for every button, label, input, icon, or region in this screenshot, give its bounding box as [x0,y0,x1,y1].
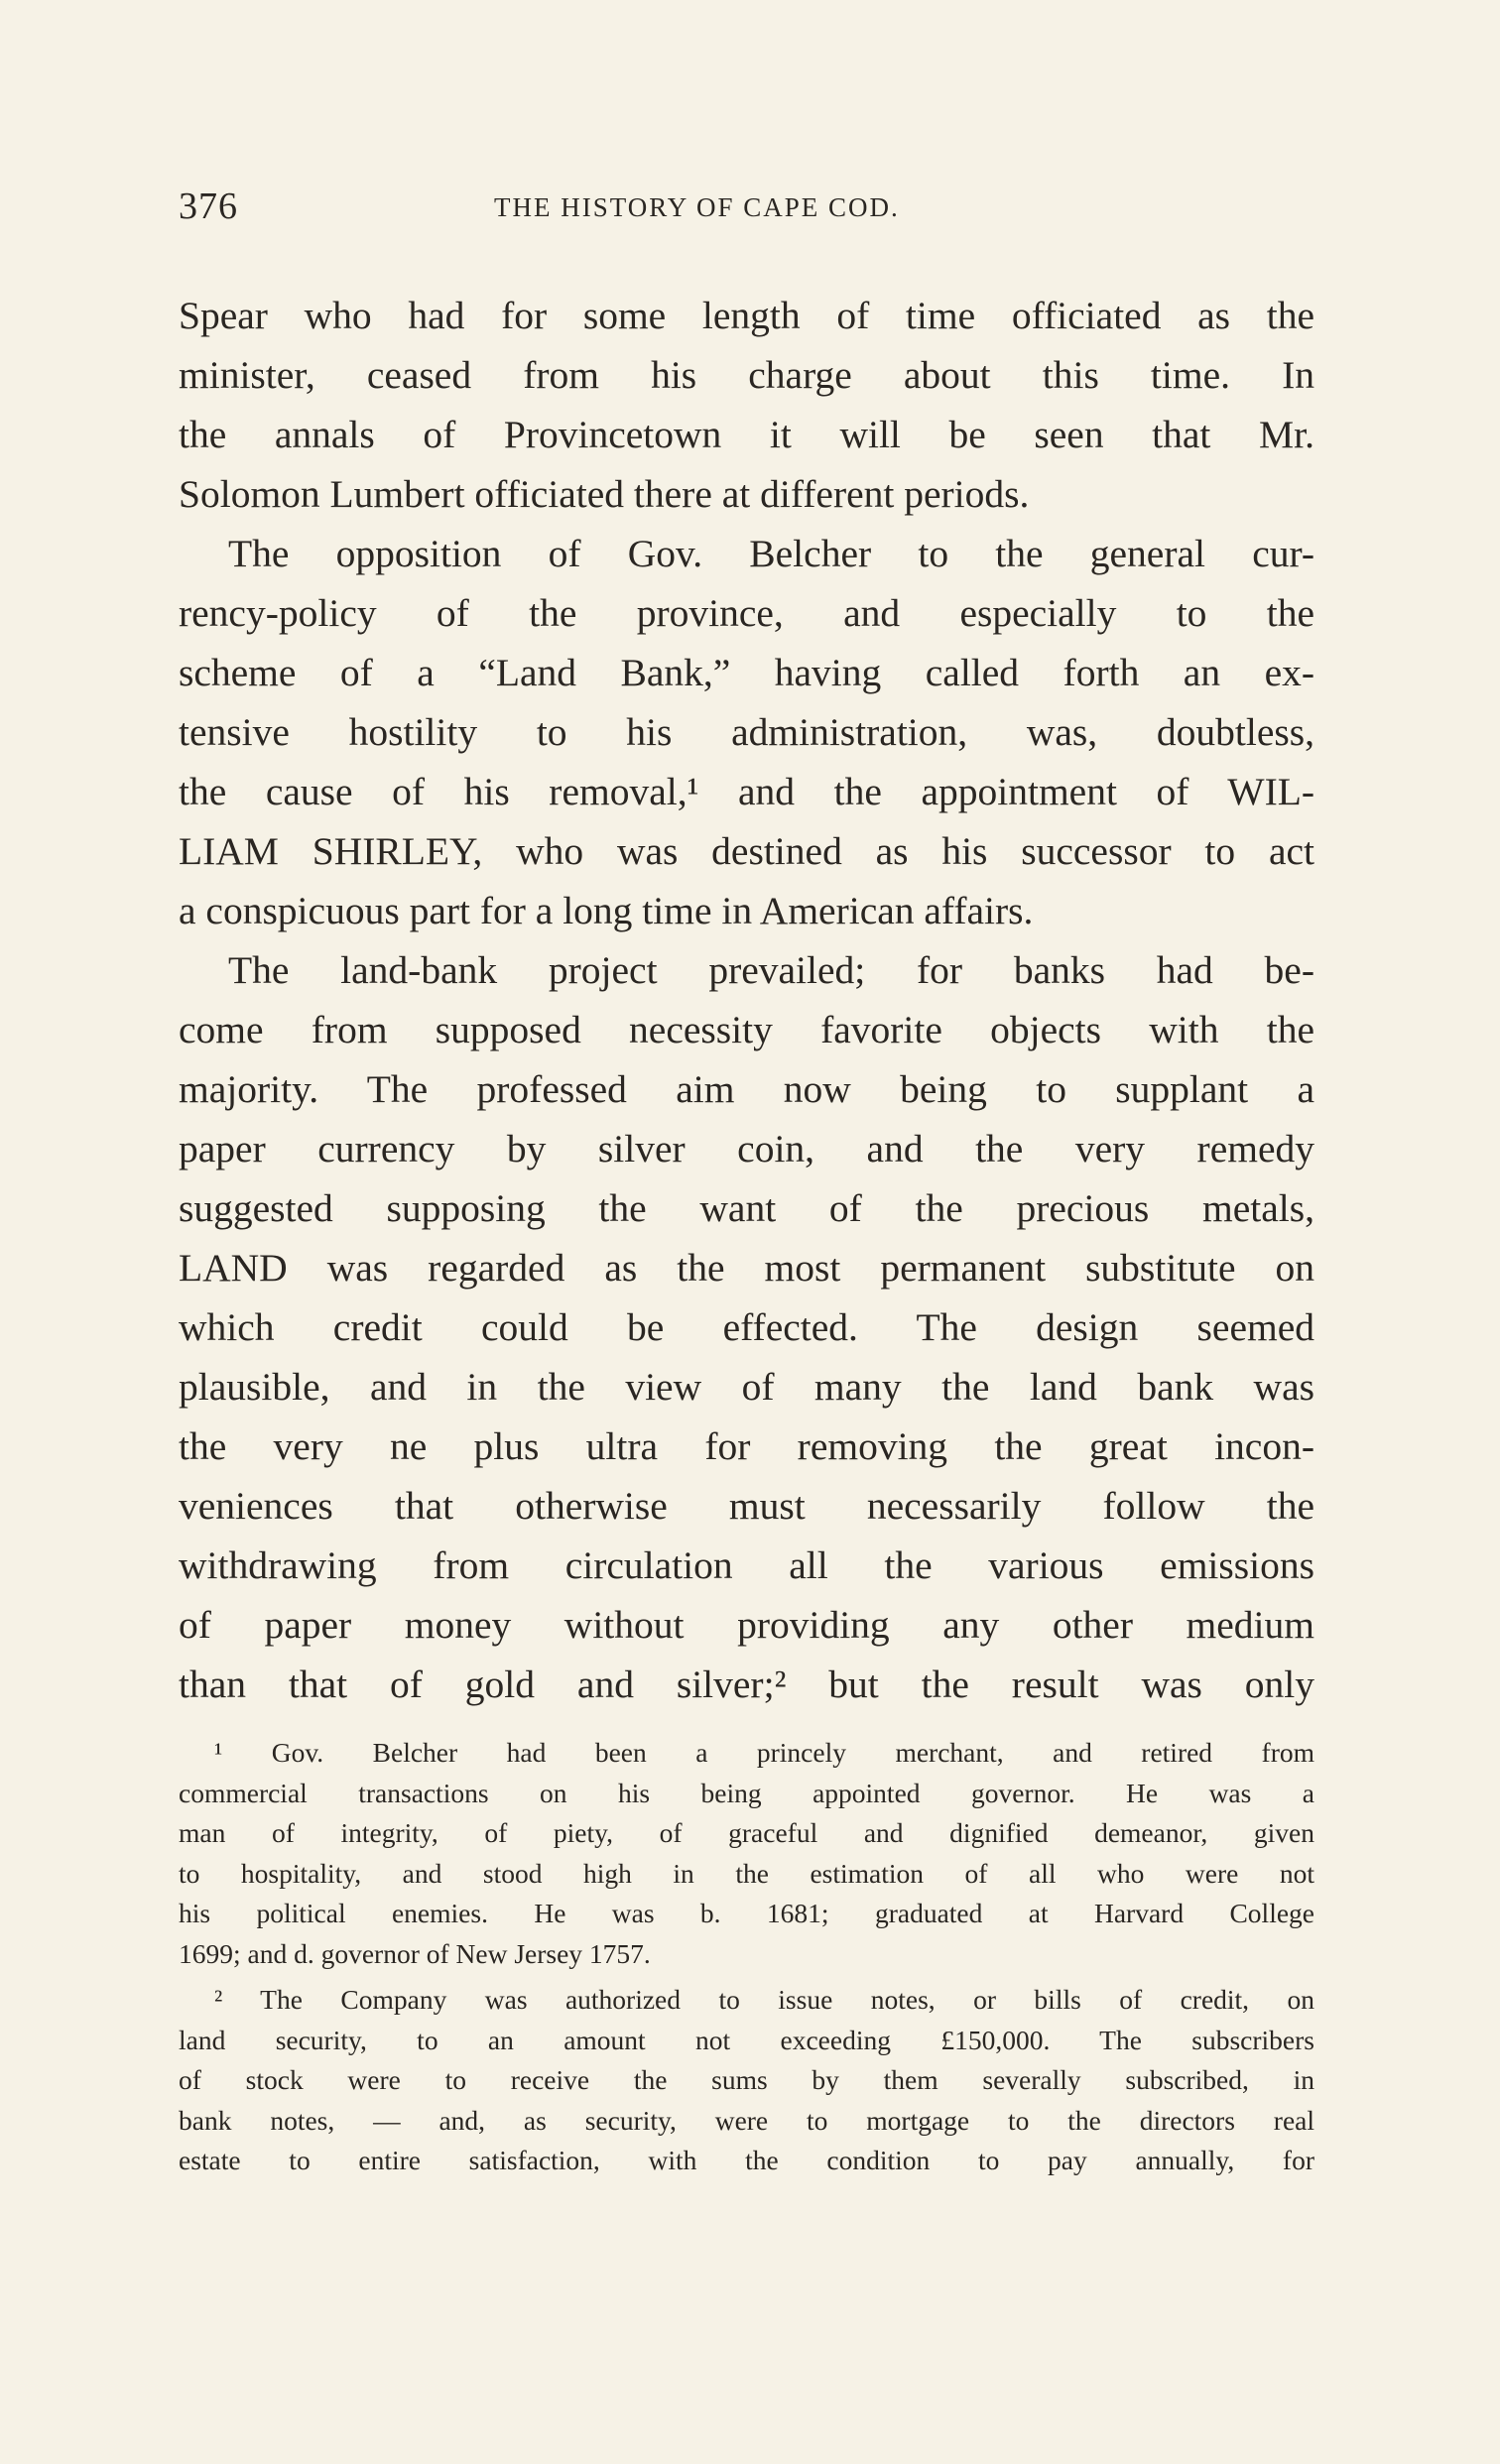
footnote-line: ¹ Gov. Belcher had been a princely merchant, and retired from [214,1737,1314,1768]
body-line: come from supposed necessity favorite objects with the [179,1008,1314,1051]
body-line: a conspicuous part for a long time in American affairs. [179,889,1034,932]
body-line: tensive hostility to his administration, was, doubtless, [179,710,1314,754]
body-line: LIAM SHIRLEY, who was destined as his successor to act [179,829,1314,873]
page-header [179,185,1319,244]
body-line: paper currency by silver coin, and the very remedy [179,1127,1314,1170]
footnote-line: of stock were to receive the sums by them severally subscribed, in [179,2064,1314,2095]
body-line: The opposition of Gov. Belcher to the general cur- [228,532,1314,575]
page-number: 376 [179,185,238,227]
footnote-line: land security, to an amount not exceeding £150,000. The subscribers [179,2024,1314,2055]
body-line: majority. The professed aim now being to supplant a [179,1067,1314,1111]
body-line: of paper money without providing any other medium [179,1603,1314,1647]
body-line: suggested supposing the want of the precious metals, [179,1186,1314,1230]
running-head: THE HISTORY OF CAPE COD. [494,192,900,222]
footnote-line: man of integrity, of piety, of graceful and dignified demeanor, given [179,1817,1314,1848]
body-line: plausible, and in the view of many the land bank was [179,1365,1314,1409]
footnote-line: estate to entire satisfaction, with the condition to pay annually, for [179,2145,1314,2175]
body-text [179,286,1314,1714]
body-line: the annals of Provincetown it will be seen that Mr. [179,413,1314,456]
body-line: LAND was regarded as the most permanent substitute on [179,1246,1314,1290]
footnote-line: bank notes, — and, as security, were to mortgage to the directors real [179,2104,1314,2136]
footnote-line: commercial transactions on his being appointed governor. He was a [179,1777,1314,1808]
body-line: scheme of a “Land Bank,” having called forth an ex- [179,651,1314,694]
body-line: withdrawing from circulation all the various emissions [179,1543,1314,1587]
body-line: than that of gold and silver;² but the result was only [179,1663,1314,1706]
footnote-line: 1699; and d. governor of New Jersey 1757. [179,1937,651,1969]
body-line: minister, ceased from his charge about this time. In [179,353,1314,397]
body-line: The land-bank project prevailed; for banks had be- [228,948,1314,992]
body-line: Solomon Lumbert officiated there at different periods. [179,472,1030,516]
footnotes [179,1733,1314,2181]
body-line: rency-policy of the province, and especially to the [179,591,1314,635]
footnote-line: to hospitality, and stood high in the estimation of all who were not [179,1857,1314,1889]
footnote-line: his political enemies. He was b. 1681; graduated at Harvard College [179,1898,1314,1928]
body-line: which credit could be effected. The design seemed [179,1305,1314,1349]
body-line: the very ne plus ultra for removing the great incon- [179,1424,1314,1468]
body-line: veniences that otherwise must necessarily follow the [179,1484,1314,1528]
body-line: Spear who had for some length of time officiated as the [179,294,1314,337]
footnote-line: ² The Company was authorized to issue notes, or bills of credit, on [214,1984,1314,2015]
body-line: the cause of his removal,¹ and the appointment of WIL- [179,770,1314,813]
